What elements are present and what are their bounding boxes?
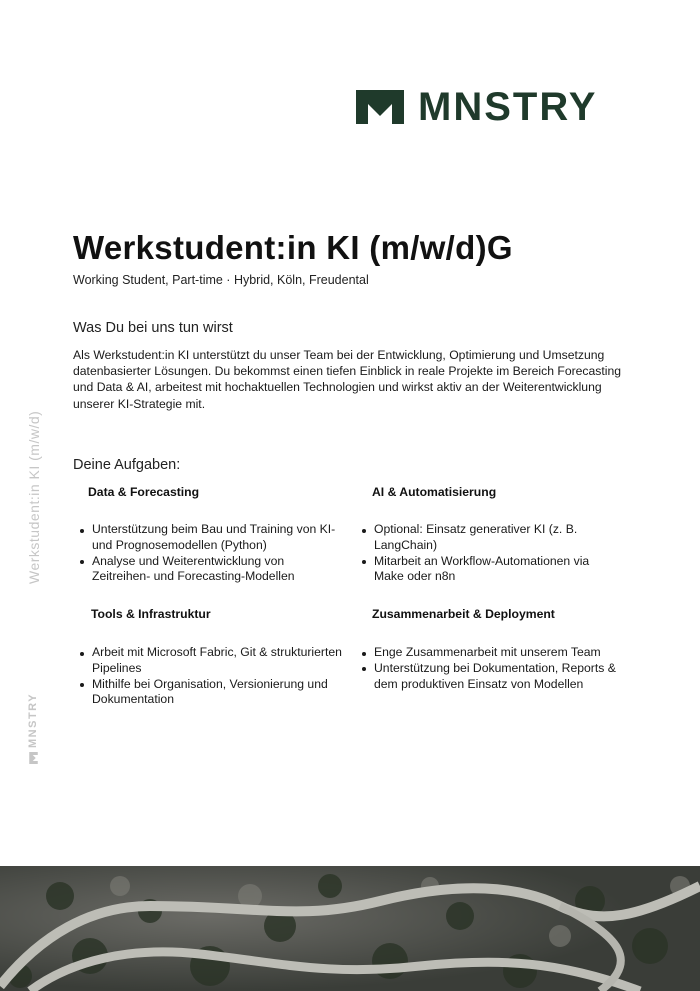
list-item: Mitarbeit an Workflow-Automationen via Make oder n8n <box>362 554 617 586</box>
job-title: Werkstudent:in KI (m/w/d)G <box>73 229 513 266</box>
section-heading-data-forecasting: Data & Forecasting <box>88 485 200 499</box>
list-item: Analyse und Weiterentwicklung von Zeitreihen- und Forecasting-Modellen <box>80 554 345 586</box>
section-list-tools <box>80 645 345 708</box>
footer-aerial-photo <box>0 866 700 991</box>
intro-heading: Was Du bei uns tun wirst <box>73 320 233 336</box>
list-item: Enge Zusammenarbeit mit unserem Team <box>362 645 630 661</box>
brand-name: MNSTRY <box>418 85 598 129</box>
tasks-heading: Deine Aufgaben: <box>73 457 181 473</box>
section-heading-collaboration: Zusammenarbeit & Deployment <box>372 607 555 621</box>
intro-text: Als Werkstudent:in KI unterstützt du unser Team bei der Entwicklung, Optimierung und Umsetzung datenbasierter Lösungen. Du bekommst einen tiefen Einblick in reale Projekte im Bereich Forecasting und Data & AI, arbeitest mit hochaktuellen Technologien und wirkst aktiv an der Weiterentwicklung unserer KI-Strategie mit. <box>73 348 622 411</box>
list-item: Optional: Einsatz generativer KI (z. B. LangChain) <box>362 522 617 554</box>
section-list-collaboration <box>362 645 630 692</box>
side-brand-name: MNSTRY <box>27 692 39 748</box>
section-heading-tools: Tools & Infrastruktur <box>91 607 211 621</box>
brand-logo <box>356 85 628 129</box>
mountain-logo-icon <box>29 752 38 764</box>
list-item: Unterstützung bei Dokumentation, Reports & dem produktiven Einsatz von Modellen <box>362 661 630 693</box>
side-brand-logo <box>27 693 39 764</box>
side-job-title: Werkstudent:in KI (m/w/d) <box>26 410 42 584</box>
section-list-data-forecasting <box>80 522 345 585</box>
list-item: Arbeit mit Microsoft Fabric, Git & strukturierten Pipelines <box>80 645 345 677</box>
list-item: Mithilfe bei Organisation, Versionierung und Dokumentation <box>80 677 345 709</box>
list-item: Unterstützung beim Bau und Training von KI-und Prognosemodellen (Python) <box>80 522 345 554</box>
aerial-road-image <box>0 866 700 991</box>
section-list-ai-automation <box>362 522 617 585</box>
mountain-logo-icon <box>356 90 404 124</box>
job-subtitle: Working Student, Part-time · Hybrid, Köln, Freudental <box>73 273 369 287</box>
section-heading-ai-automation: AI & Automatisierung <box>372 485 497 499</box>
